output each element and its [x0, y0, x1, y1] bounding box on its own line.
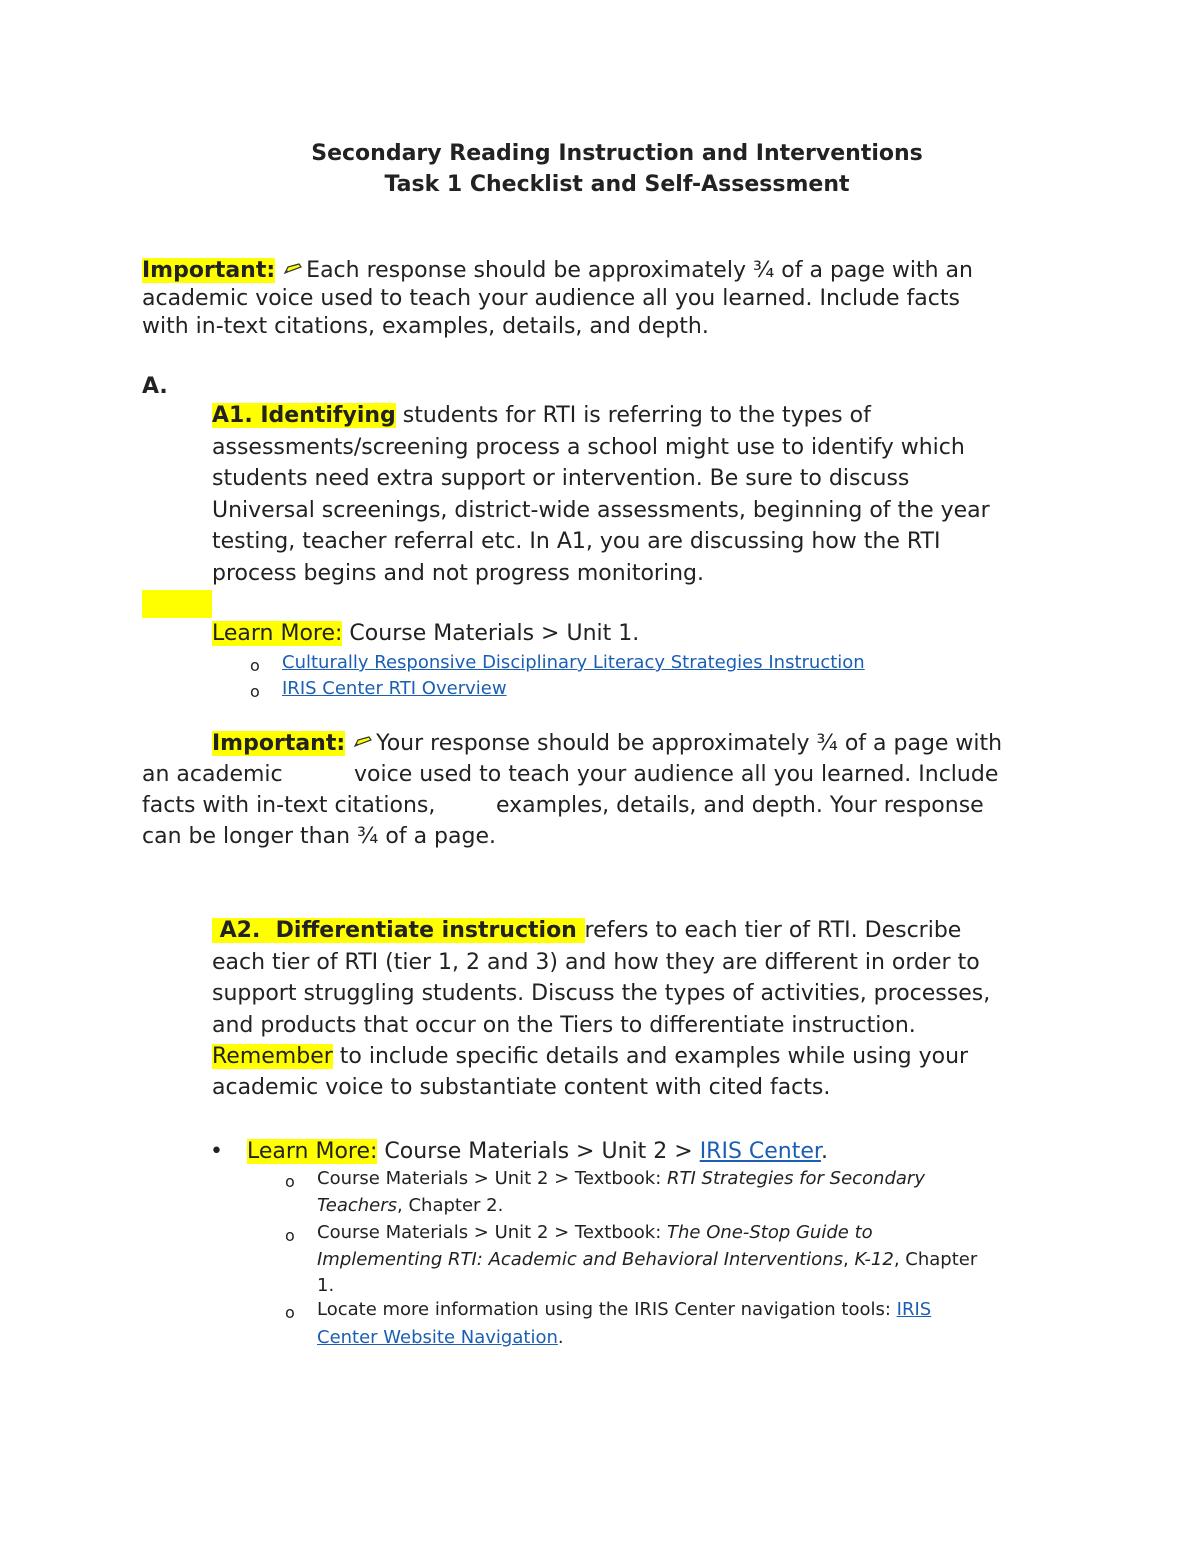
learn-more-label: Learn More: — [247, 1139, 378, 1164]
important-2-line2a: an academic — [142, 762, 283, 787]
a2-line6: academic voice to substantiate content with cited facts. — [212, 1075, 831, 1100]
important-2-line3a: facts with in-text citations, — [142, 793, 436, 818]
learn-more-1: Learn More: Course Materials > Unit 1. — [212, 621, 640, 646]
a1-line1: A1. Identifying students for RTI is referring to the types of — [212, 403, 871, 428]
doc-title-line1: Secondary Reading Instruction and Interventions — [311, 141, 923, 166]
list-bullet: o — [285, 1172, 295, 1191]
a2-label: A2. Differentiate instruction — [212, 918, 585, 943]
list-bullet: • — [210, 1139, 223, 1164]
important-2-line1: Important: Your response should be approximately ¾ of a page with — [212, 731, 1003, 756]
important-2-line3b: examples, details, and depth. Your response — [496, 793, 984, 818]
a1-line3: students need extra support or intervention. Be sure to discuss — [212, 466, 910, 491]
a1-line4: Universal screenings, district-wide assessments, beginning of the year — [212, 498, 990, 523]
list-item-iris-navigation-cont: Center Website Navigation. — [317, 1327, 564, 1348]
list-bullet: o — [285, 1303, 295, 1322]
highlight-block — [142, 590, 212, 618]
list-item-rti-strategies-cont: Teachers, Chapter 2. — [317, 1195, 504, 1216]
culturally-responsive-link[interactable]: Culturally Responsive Disciplinary Literacy Strategies Instruction — [282, 652, 865, 673]
important-label: Important: — [142, 258, 276, 283]
important-2-line2b: voice used to teach your audience all you learned. Include — [354, 762, 999, 787]
list-bullet: o — [250, 656, 260, 675]
a1-line5: testing, teacher referral etc. In A1, you are discussing how the RTI — [212, 529, 941, 554]
important-label: Important: — [212, 731, 346, 756]
iris-navigation-link[interactable]: IRIS — [896, 1299, 932, 1320]
learn-more-label: Learn More: — [212, 621, 343, 646]
remember-label: Remember — [212, 1044, 333, 1069]
a2-line1: A2. Differentiate instruction refers to each tier of RTI. Describe — [212, 918, 962, 943]
learn-more-2: Learn More: Course Materials > Unit 2 > IRIS Center. — [247, 1139, 828, 1164]
list-item-one-stop-guide: Course Materials > Unit 2 > Textbook: The One-Stop Guide to — [317, 1222, 873, 1243]
list-item-iris-navigation: Locate more information using the IRIS Center navigation tools: IRIS — [317, 1299, 932, 1320]
a2-line4: and products that occur on the Tiers to differentiate instruction. — [212, 1013, 916, 1038]
section-a-label: A. — [142, 374, 168, 399]
pencil-icon — [352, 735, 374, 749]
intro-line1: Important: Each response should be approximately ¾ of a page with an — [142, 258, 973, 283]
a2-line2: each tier of RTI (tier 1, 2 and 3) and how they are different in order to — [212, 950, 980, 975]
a1-label: A1. Identifying — [212, 403, 396, 428]
list-bullet: o — [285, 1226, 295, 1245]
doc-title-line2: Task 1 Checklist and Self-Assessment — [384, 172, 850, 197]
iris-rti-overview-link[interactable]: IRIS Center RTI Overview — [282, 678, 507, 699]
iris-navigation-link-cont[interactable]: Center Website Navigation — [317, 1327, 558, 1348]
intro-line2: academic voice used to teach your audience all you learned. Include facts — [142, 286, 960, 311]
pencil-icon — [282, 262, 304, 276]
a2-line3: support struggling students. Discuss the types of activities, processes, — [212, 981, 991, 1006]
a2-line5: Remember to include specific details and examples while using your — [212, 1044, 969, 1069]
a1-line2: assessments/screening process a school might use to identify which — [212, 435, 965, 460]
list-item-rti-strategies: Course Materials > Unit 2 > Textbook: RTI Strategies for Secondary — [317, 1168, 925, 1189]
list-item-one-stop-guide-end: 1. — [317, 1275, 335, 1296]
iris-center-link[interactable]: IRIS Center — [699, 1139, 821, 1164]
list-item-one-stop-guide-cont: Implementing RTI: Academic and Behavioral Interventions, K-12, Chapter — [317, 1249, 978, 1270]
a1-line6: process begins and not progress monitoring. — [212, 561, 704, 586]
important-2-line4: can be longer than ¾ of a page. — [142, 824, 496, 849]
intro-line3: with in-text citations, examples, details, and depth. — [142, 314, 709, 339]
list-bullet: o — [250, 682, 260, 701]
